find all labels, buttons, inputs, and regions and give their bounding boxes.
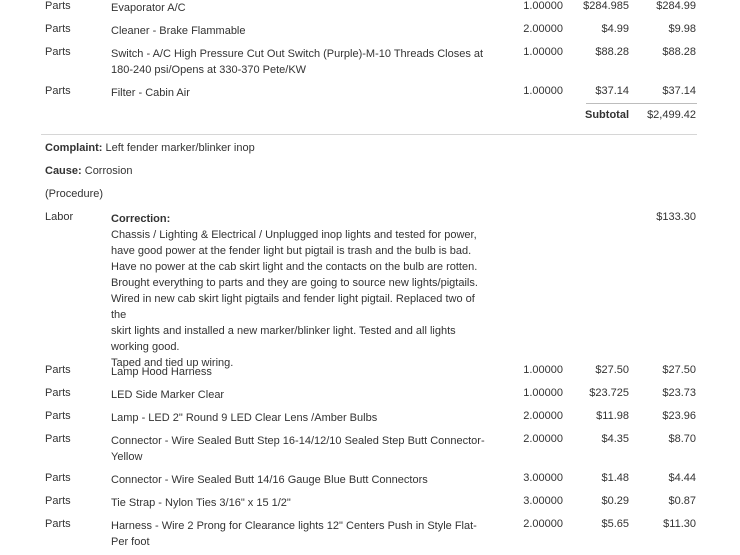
line-type: Parts: [45, 364, 71, 376]
line-description: Tie Strap - Nylon Ties 3/16" x 15 1/2": [111, 497, 291, 509]
line-unit-price: $27.50: [595, 364, 629, 376]
correction-line: working good.: [111, 341, 180, 353]
line-total: $284.99: [656, 0, 696, 12]
correction-line: have good power at the fender light but pigtail is trash and the bulb is bad.: [111, 245, 472, 257]
line-description: Evaporator A/C: [111, 2, 186, 14]
line-total: $0.87: [668, 495, 696, 507]
line-total: $9.98: [668, 23, 696, 35]
line-unit-price: $0.29: [601, 495, 629, 507]
line-type: Parts: [45, 23, 71, 35]
line-description: Cleaner - Brake Flammable: [111, 25, 246, 37]
subtotal-label: Subtotal: [585, 109, 629, 121]
line-unit-price: $23.725: [589, 387, 629, 399]
line-quantity: 3.00000: [523, 495, 563, 507]
line-quantity: 2.00000: [523, 410, 563, 422]
complaint-label: Complaint:: [45, 142, 103, 154]
line-type: Labor: [45, 211, 74, 223]
line-unit-price: $1.48: [601, 472, 629, 484]
line-description: LED Side Marker Clear: [111, 389, 225, 401]
line-description: Connector - Wire Sealed Butt Step 16-14/12/10 Sealed Step Butt Connector-Yellow: [111, 435, 485, 463]
line-quantity: 2.00000: [523, 433, 563, 445]
correction-label: Correction:: [111, 213, 171, 225]
complaint-text: Left fender marker/blinker inop: [105, 142, 255, 154]
line-unit-price: $11.98: [596, 410, 629, 422]
subtotal-value: $2,499.42: [647, 109, 696, 121]
line-type: Parts: [45, 433, 71, 445]
line-unit-price: $88.28: [595, 46, 629, 58]
line-description: Filter - Cabin Air: [111, 87, 190, 99]
line-total: $8.70: [668, 433, 696, 445]
line-type: Parts: [45, 46, 71, 58]
line-quantity: 2.00000: [523, 23, 563, 35]
line-quantity: 1.00000: [523, 387, 563, 399]
procedure-label: (Procedure): [45, 188, 104, 200]
line-total: $11.30: [663, 518, 696, 530]
complaint-line: [45, 142, 740, 154]
correction-line: Chassis / Lighting & Electrical / Unplugged inop lights and tested for power,: [111, 229, 477, 241]
line-total: $27.50: [662, 364, 696, 376]
line-unit-price: $4.99: [601, 23, 629, 35]
line-total: $37.14: [662, 85, 696, 97]
correction-line: Have no power at the cab skirt light and the contacts on the bulb are rotten.: [111, 261, 478, 273]
line-unit-price: $5.65: [601, 518, 629, 530]
line-quantity: 1.00000: [523, 85, 563, 97]
line-unit-price: $4.35: [601, 433, 629, 445]
line-unit-price: $284.985: [583, 0, 629, 12]
line-quantity: 1.00000: [523, 0, 563, 12]
line-quantity: 3.00000: [523, 472, 563, 484]
line-unit-price: $37.14: [595, 85, 629, 97]
line-total: $88.28: [662, 46, 696, 58]
correction-line: Taped and tied up wiring.: [111, 357, 234, 369]
line-quantity: 1.00000: [523, 46, 563, 58]
line-description: Harness - Wire 2 Prong for Clearance lights 12" Centers Push in Style Flat- Per foot: [111, 520, 477, 548]
line-type: Parts: [45, 0, 71, 12]
cause-text: Corrosion: [84, 165, 133, 177]
correction-line: Brought everything to parts and they are going to source new lights/pigtails.: [111, 277, 478, 289]
line-type: Parts: [45, 518, 71, 530]
line-description: Connector - Wire Sealed Butt 14/16 Gauge Blue Butt Connectors: [111, 474, 428, 486]
correction-block: [111, 211, 491, 371]
subtotal-rule: [586, 103, 697, 104]
line-type: Parts: [45, 495, 71, 507]
line-quantity: 1.00000: [523, 364, 563, 376]
cause-label: Cause:: [45, 165, 82, 177]
line-description: Lamp Hood Harness: [111, 366, 212, 378]
correction-line: Wired in new cab skirt light pigtails and fender light pigtail. Replaced two of the: [111, 293, 475, 321]
line-type: Parts: [45, 85, 71, 97]
line-type: Parts: [45, 472, 71, 484]
line-total: $4.44: [668, 472, 696, 484]
line-description: Lamp - LED 2" Round 9 LED Clear Lens /Amber Bulbs: [111, 412, 378, 424]
correction-line: skirt lights and installed a new marker/blinker light. Tested and all lights: [111, 325, 456, 337]
cause-line: [45, 165, 740, 177]
labor-total: $133.30: [656, 211, 696, 223]
section-divider: [41, 134, 697, 135]
line-total: $23.73: [662, 387, 696, 399]
line-type: Parts: [45, 410, 71, 422]
line-quantity: 2.00000: [523, 518, 563, 530]
line-description: Switch - A/C High Pressure Cut Out Switch (Purple)-M-10 Threads Closes at 180-240 psi/Opens at 330-370 Pete/KW: [111, 48, 484, 76]
line-total: $23.96: [662, 410, 696, 422]
line-type: Parts: [45, 387, 71, 399]
